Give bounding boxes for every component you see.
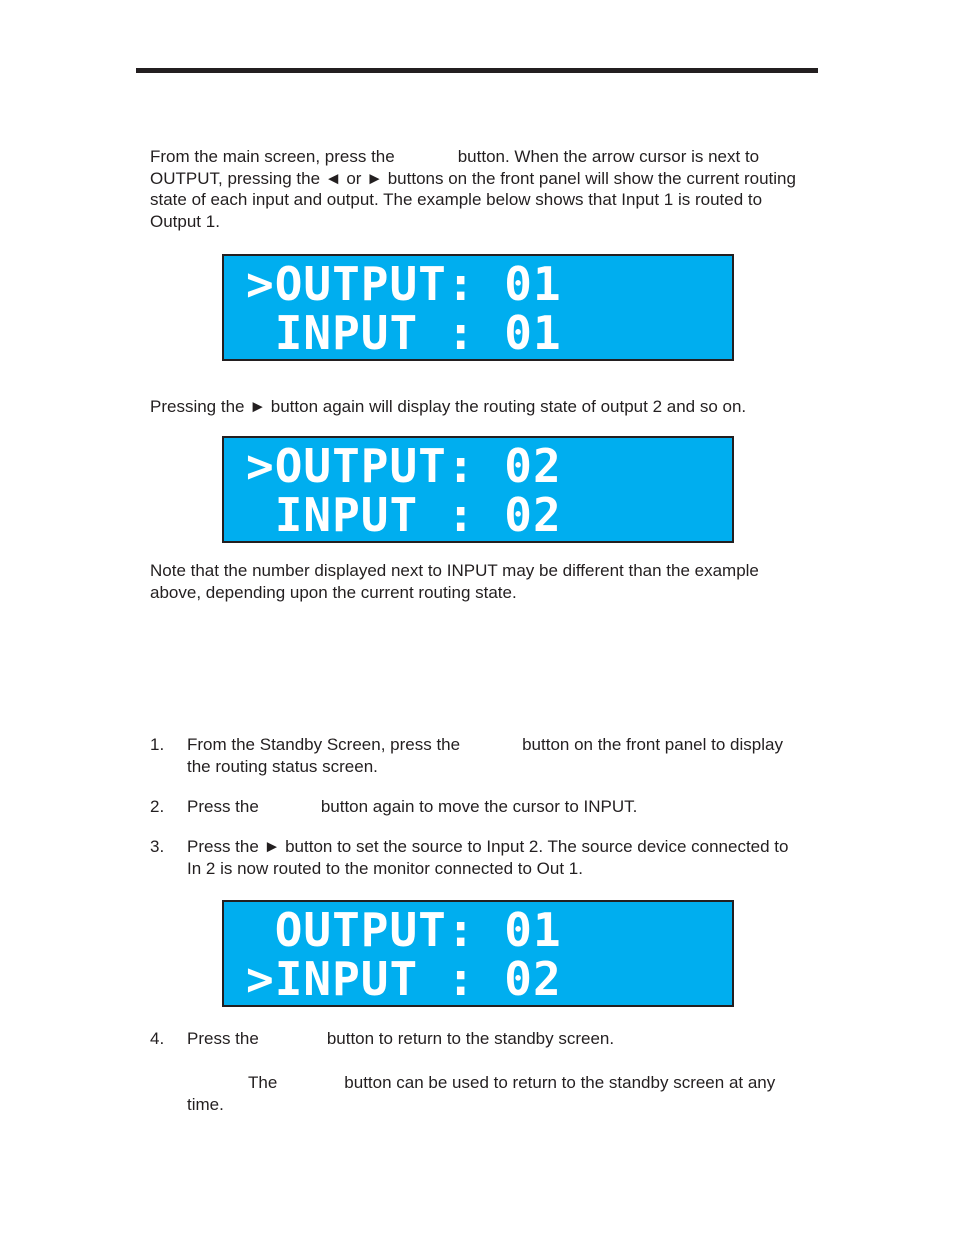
step-text: From the Standby Screen, press the button on the front panel to display the routing status screen.: [187, 735, 783, 776]
lcd-line-output: >OUTPUT: 01: [246, 257, 562, 311]
lcd-line-input: INPUT : 01: [246, 306, 562, 360]
intro-text-end: button. When the arrow cursor is next to OUTPUT, pressing the ◄ or ► buttons on the front panel will show the current routing state of each input and output. The example below shows that Input 1 is routed to Output 1.: [150, 147, 796, 231]
lcd-line-input: INPUT : 02: [246, 488, 562, 542]
step-text: Press the ► button to set the source to Input 2. The source device connected to In 2 is now routed to the monitor connected to Out 1.: [187, 837, 789, 878]
step-number: 3.: [150, 837, 165, 856]
step-text: Press the button again to move the cursor to INPUT.: [187, 797, 638, 816]
step-text: Press the button to return to the standby screen.: [187, 1029, 615, 1048]
lcd-display-input-02: [222, 900, 734, 1007]
header-rule: [136, 68, 818, 73]
step-number: 4.: [150, 1029, 165, 1048]
note-paragraph: Note that the number displayed next to INPUT may be different than the example above, depending upon the current routing state.: [150, 561, 759, 602]
lcd-line-input: >INPUT : 02: [246, 952, 562, 1006]
intro-text-start: From the main screen, press the: [150, 147, 395, 166]
pressing-paragraph: Pressing the ► button again will display the routing state of output 2 and so on.: [150, 397, 747, 416]
lcd-display-output-01: [222, 254, 734, 361]
tip-text: The button can be used to return to the standby screen at any time.: [187, 1073, 776, 1114]
lcd-display-output-02: [222, 436, 734, 543]
step-number: 1.: [150, 735, 165, 754]
intro-paragraph: [150, 146, 805, 232]
lcd-line-output: >OUTPUT: 02: [246, 439, 562, 493]
step-number: 2.: [150, 797, 165, 816]
lcd-line-output: OUTPUT: 01: [246, 903, 562, 957]
